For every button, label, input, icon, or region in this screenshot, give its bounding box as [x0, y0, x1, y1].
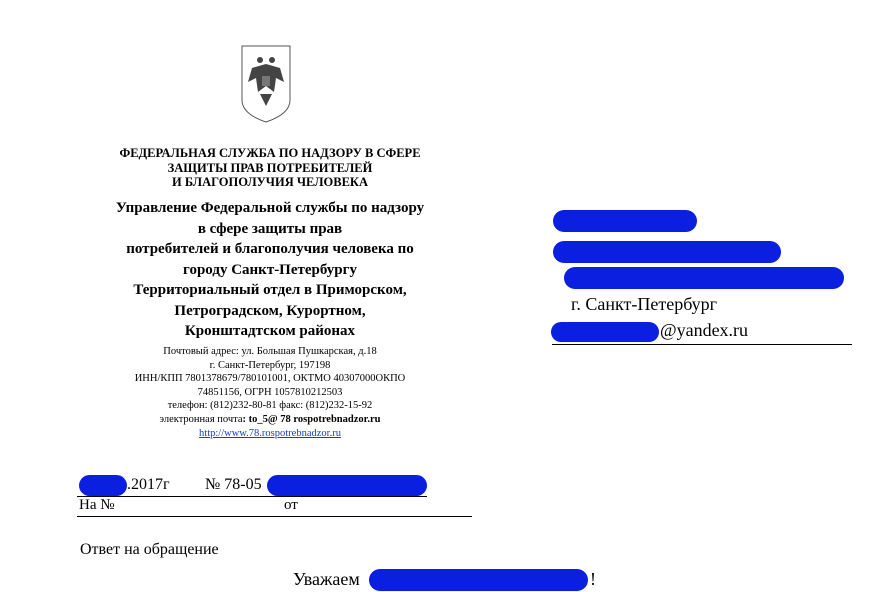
contact-line: 74851156, ОГРН 1057810212503: [197, 386, 343, 398]
contact-line: ИНН/КПП 7801378679/780101001, ОКТМО 40307000ОКПО: [134, 373, 406, 385]
email-label: электронная почта: [159, 413, 243, 425]
redaction-mark: [79, 475, 127, 496]
letter-date: .2017г: [127, 476, 170, 493]
agency-line: ФЕДЕРАЛЬНАЯ СЛУЖБА ПО НАДЗОРУ В СФЕРЕ: [119, 146, 421, 160]
dept-line: Управление Федеральной службы по надзору: [115, 200, 425, 216]
redaction-mark: [369, 569, 588, 591]
redaction-mark: [267, 475, 427, 496]
recipient-city: г. Санкт-Петербург: [571, 294, 718, 314]
dept-line: городу Санкт-Петербургу: [183, 261, 357, 278]
contact-line: г. Санкт-Петербург, 197198: [209, 359, 331, 371]
recipient-email-suffix: @yandex.ru: [660, 320, 749, 340]
agency-line: И БЛАГОПОЛУЧИЯ ЧЕЛОВЕКА: [171, 175, 368, 189]
dept-line: Кронштадтском районах: [184, 323, 356, 339]
department-name: [64, 198, 476, 342]
website-link[interactable]: http://www.78.rospotrebnadzor.ru: [199, 427, 341, 439]
email-line: [64, 413, 476, 427]
reference-underline-2: [77, 516, 472, 517]
reference-underline-1: [77, 496, 427, 497]
redaction-mark: [553, 210, 697, 232]
contact-line: телефон: (812)232-80-81 факс: (812)232-15-92: [167, 400, 373, 412]
na-number-label: На №: [79, 497, 115, 513]
email-value: : to_5@ 78 rospotrebnadzor.ru: [242, 413, 381, 425]
agency-name: [64, 146, 476, 190]
greeting-end: !: [590, 569, 596, 589]
redaction-mark: [553, 241, 781, 263]
coat-of-arms-emblem: [238, 42, 294, 124]
dept-line: Территориальный отдел в Приморском,: [133, 282, 407, 298]
ot-label: от: [284, 497, 298, 513]
dept-line: Петроградском, Курортном,: [174, 302, 366, 319]
dept-line: в сфере защиты прав: [197, 220, 343, 237]
contact-line: Почтовый адрес: ул. Большая Пушкарская, д.18: [163, 346, 377, 357]
greeting: Уважаем: [293, 569, 360, 589]
agency-line: ЗАЩИТЫ ПРАВ ПОТРЕБИТЕЛЕЙ: [167, 160, 373, 175]
dept-line: потребителей и благополучия человека по: [126, 241, 414, 257]
redaction-mark: [551, 322, 659, 342]
recipient-underline: [552, 344, 852, 345]
redaction-mark: [564, 267, 844, 289]
letter-number: № 78-05: [205, 476, 262, 493]
subject-line: Ответ на обращение: [80, 541, 219, 558]
contact-block: [64, 345, 476, 440]
